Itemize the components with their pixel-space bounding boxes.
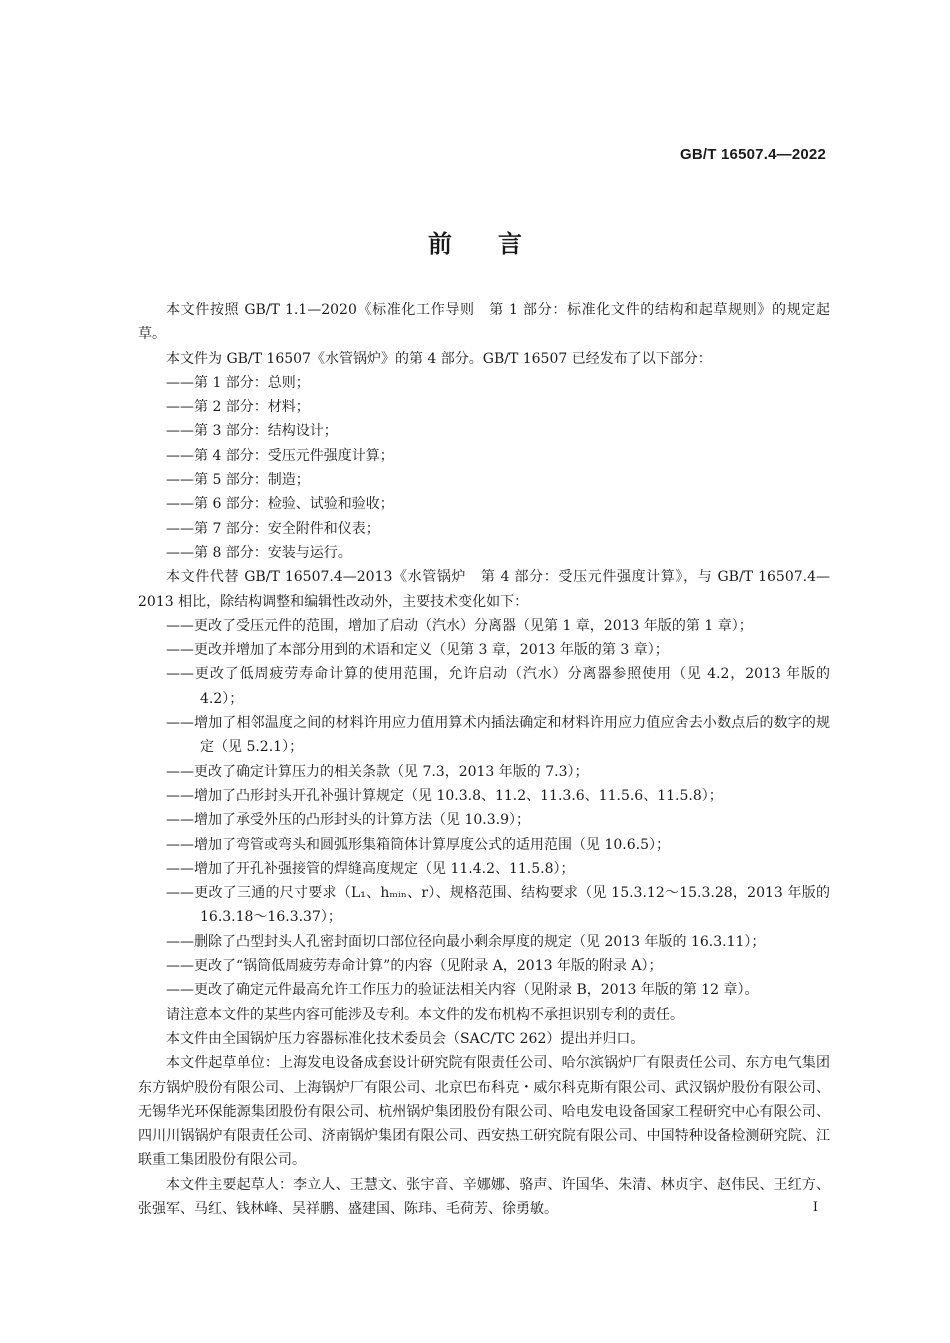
changes-list <box>138 614 830 1003</box>
list-item: ——第 3 部分：结构设计； <box>166 423 338 440</box>
list-item: ——第 7 部分：安全附件和仪表； <box>166 520 380 537</box>
list-item: ——增加了凸形封头开孔补强计算规定（见 10.3.8、11.2、11.3.6、11.5.6、11.5.8）； <box>166 787 723 804</box>
list-item: ——更改并增加了本部分用到的术语和定义（见第 3 章，2013 年版的第 3 章）； <box>166 642 669 659</box>
list-item: ——第 5 部分：制造； <box>166 472 310 489</box>
standard-number: GB/T 16507.4—2022 <box>680 146 826 163</box>
list-item: ——增加了相邻温度之间的材料许用应力值用算术内插法确定和材料许用应力值应舍去小数点后的数字的规定（见 5.2.1）； <box>166 715 830 756</box>
list-item: ——更改了确定元件最高允许工作压力的验证法相关内容（见附录 B，2013 年版的第 12 章）。 <box>166 982 759 999</box>
list-item: ——增加了承受外压的凸形封头的计算方法（见 10.3.9）； <box>166 812 530 829</box>
list-item: ——增加了开孔补强接管的焊缝高度规定（见 11.4.2、11.5.8）； <box>166 860 575 877</box>
parts-list <box>138 371 830 565</box>
paragraph-proposer: 本文件由全国锅炉压力容器标准化技术委员会（SAC/TC 262）提出并归口。 <box>166 1030 645 1047</box>
list-item: ——更改了“锅筒低周疲劳寿命计算”的内容（见附录 A，2013 年版的附录 A）； <box>166 958 663 975</box>
list-item: ——更改了低周疲劳寿命计算的使用范围，允许启动（汽水）分离器参照使用（见 4.2，2013 年版的 4.2）； <box>166 666 830 707</box>
paragraph-drafting-units: 本文件起草单位：上海发电设备成套设计研究院有限责任公司、哈尔滨锅炉厂有限责任公司、东方电气集团东方锅炉股份有限公司、上海锅炉厂有限公司、北京巴布科克・威尔科克斯有限公司、武汉锅炉股份有限公司、无锡华光环保能源集团股份有限公司、杭州锅炉集团股份有限公司、哈电发电设备国家工程研究中心有限公司、四川川锅锅炉有限责任公司、济南锅炉集团有限公司、西安热工研究院有限公司、中国特种设备检测研究院、江联重工集团股份有限公司。 <box>138 1055 830 1169</box>
page-title: 前言 <box>428 230 568 258</box>
paragraph-series-intro: 本文件为 GB/T 16507《水管锅炉》的第 4 部分。GB/T 16507 已经发布了以下部分： <box>166 350 712 367</box>
list-item: ——第 8 部分：安装与运行。 <box>166 544 352 561</box>
list-item: ——第 1 部分：总则； <box>166 374 310 391</box>
paragraph-drafting-rules: 本文件按照 GB/T 1.1—2020《标准化工作导则 第 1 部分：标准化文件的结构和起草规则》的规定起草。 <box>138 302 830 343</box>
list-item: ——第 6 部分：检验、试验和验收； <box>166 496 394 513</box>
paragraph-drafters: 本文件主要起草人：李立人、王慧文、张宇音、辛娜娜、骆声、许国华、朱清、林贞宇、赵伟民、王红方、张强军、马红、钱林峰、吴祥鹏、盛建国、陈玮、毛荷芳、徐勇敏。 <box>138 1176 830 1217</box>
page-number: I <box>812 1200 818 1215</box>
list-item: ——第 2 部分：材料； <box>166 399 310 416</box>
list-item: ——增加了弯管或弯头和圆弧形集箱筒体计算厚度公式的适用范围（见 10.6.5）； <box>166 836 670 853</box>
list-item: ——更改了三通的尺寸要求（L₁、hₘᵢₙ、r）、规格范围、结构要求（见 15.3.12～15.3.28，2013 年版的 16.3.18～16.3.37）； <box>166 885 830 926</box>
paragraph-replacement: 本文件代替 GB/T 16507.4—2013《水管锅炉 第 4 部分：受压元件强度计算》，与 GB/T 16507.4—2013 相比，除结构调整和编辑性改动外，主要技术变化如下： <box>138 569 830 610</box>
list-item: ——更改了受压元件的范围，增加了启动（汽水）分离器（见第 1 章，2013 年版的第 1 章）； <box>166 617 753 634</box>
list-item: ——删除了凸型封头人孔密封面切口部位径向最小剩余厚度的规定（见 2013 年版的 16.3.11）； <box>166 933 766 950</box>
paragraph-patent-notice: 请注意本文件的某些内容可能涉及专利。本文件的发布机构不承担识别专利的责任。 <box>166 1006 684 1023</box>
foreword-body <box>138 298 830 1221</box>
list-item: ——第 4 部分：受压元件强度计算； <box>166 447 394 464</box>
list-item: ——更改了确定计算压力的相关条款（见 7.3，2013 年版的 7.3）； <box>166 763 589 780</box>
